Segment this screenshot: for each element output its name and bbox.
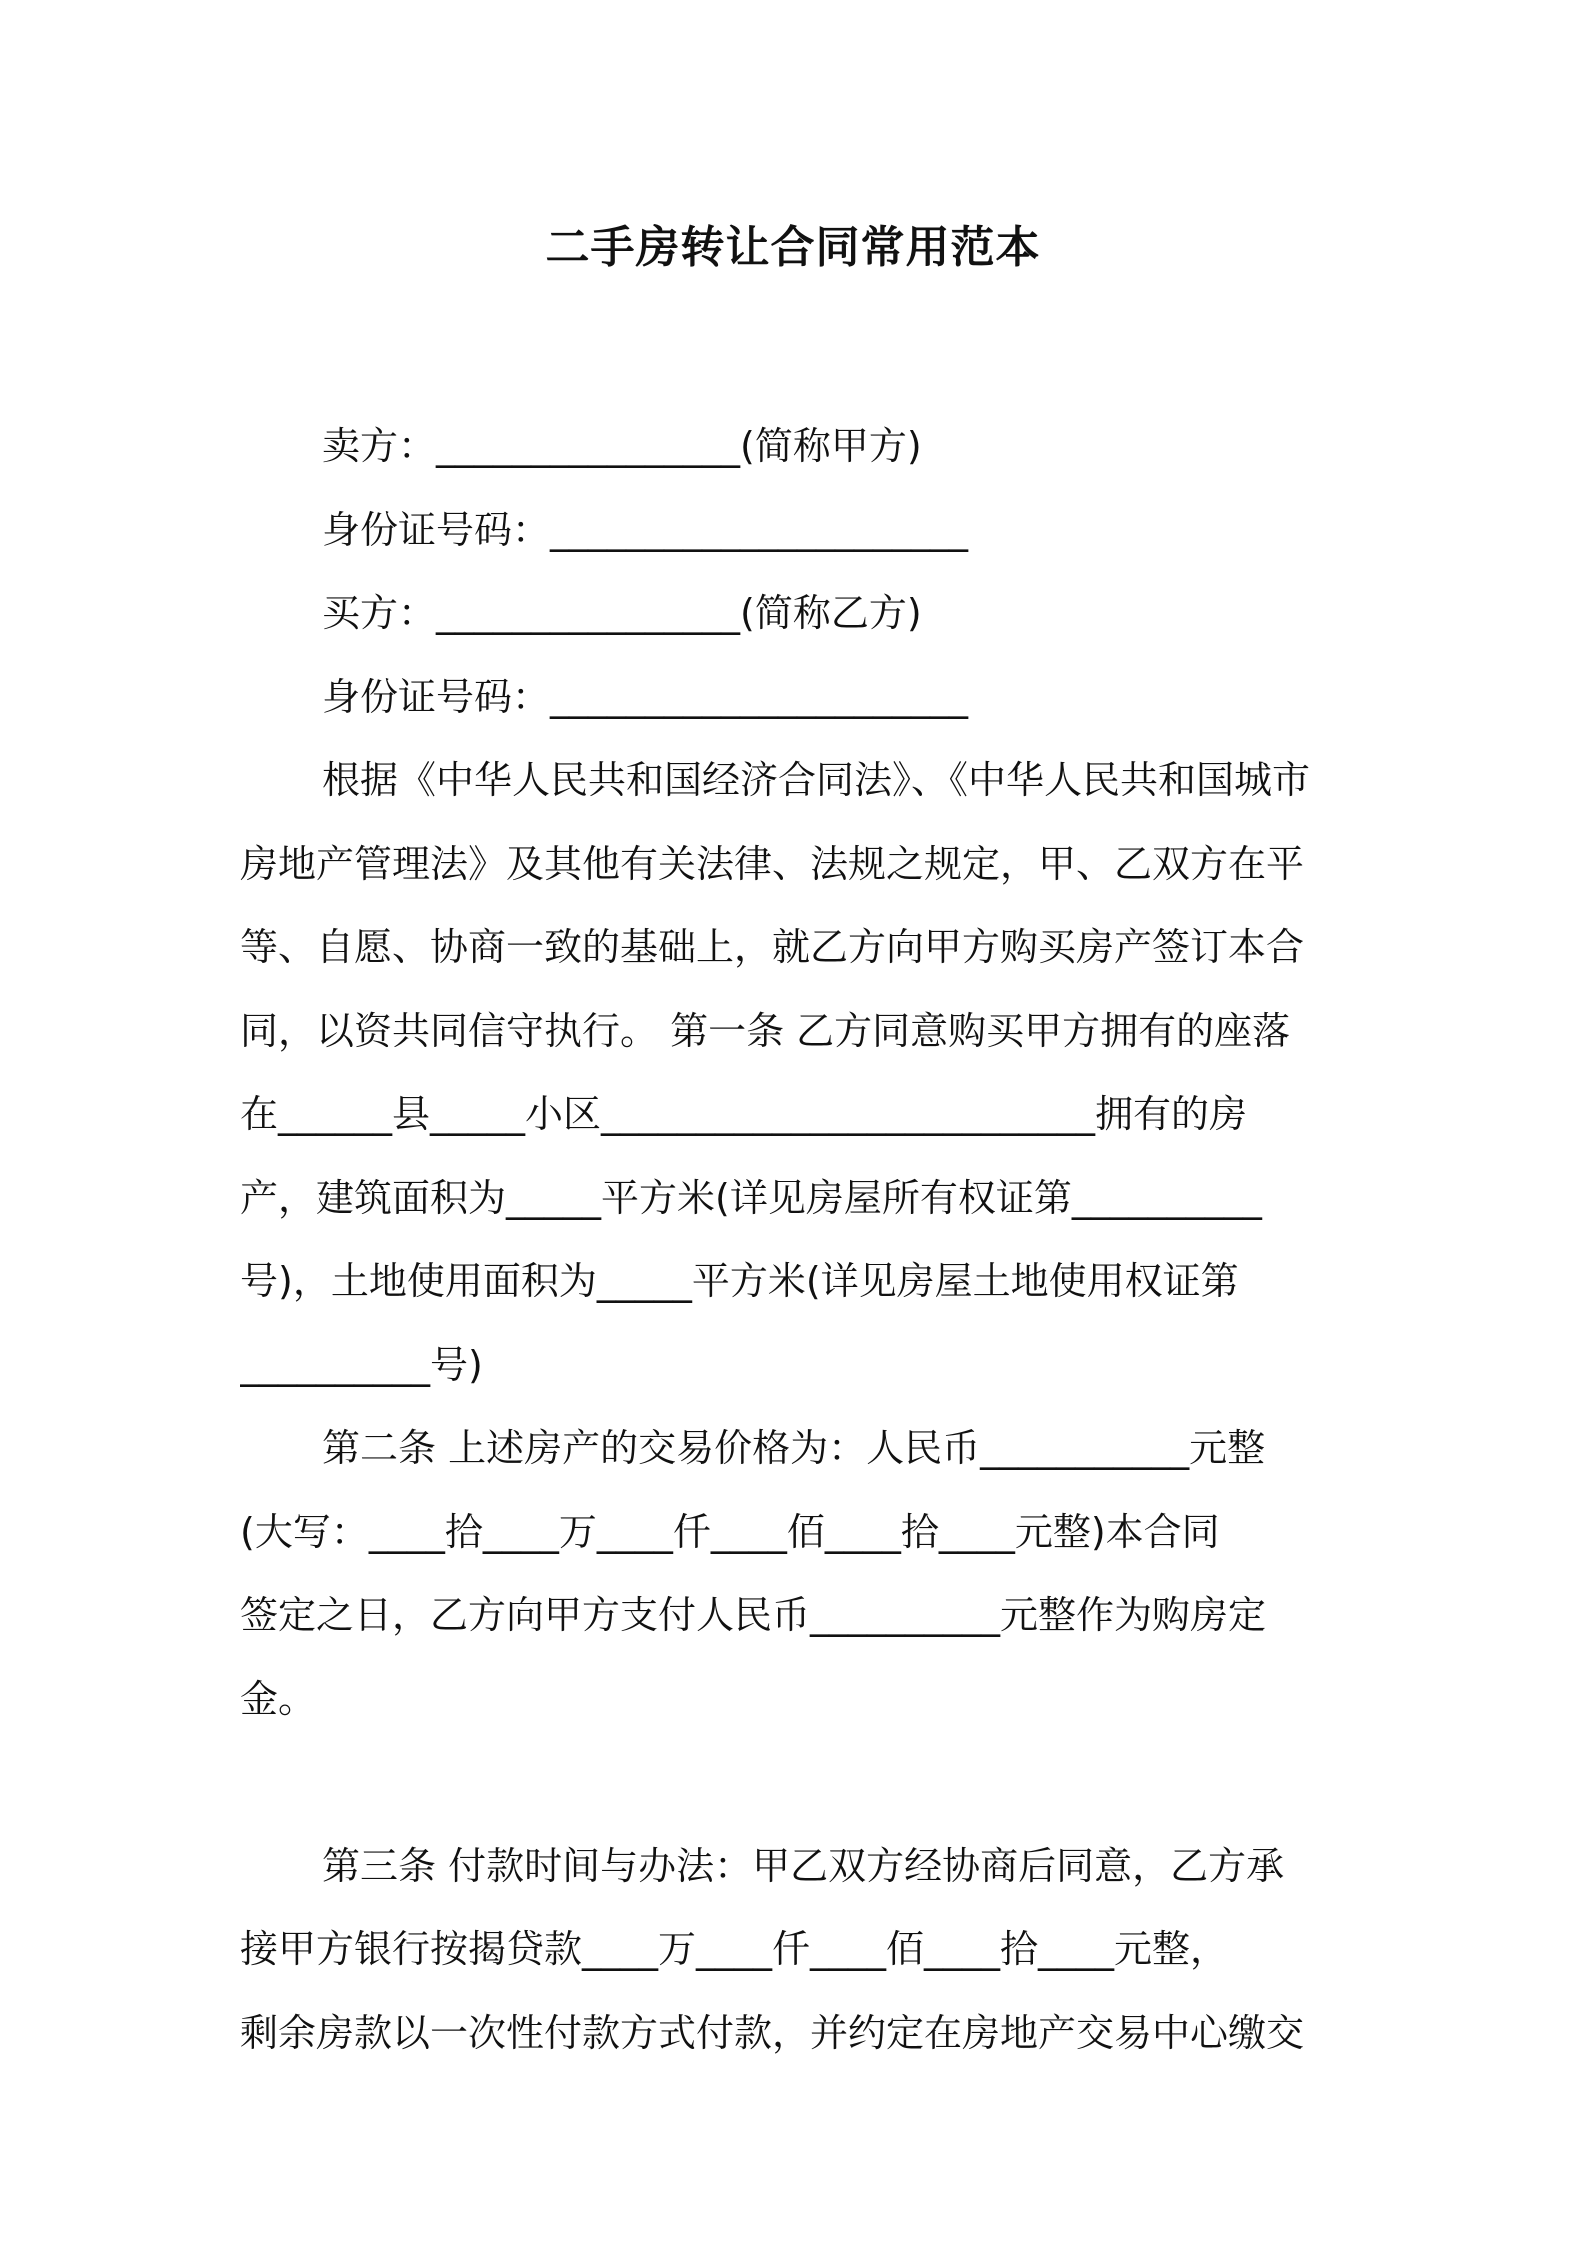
buyer-line: 买方：________________(简称乙方): [322, 591, 922, 635]
paragraph-line: 产，建筑面积为_____平方米(详见房屋所有权证第__________: [240, 1175, 1262, 1220]
document-body: [240, 405, 1350, 2075]
paragraph-line: 同，以资共同信守执行。 第一条 乙方同意购买甲方拥有的座落: [240, 1008, 1291, 1053]
buyer-id-line: 身份证号码：______________________: [322, 674, 969, 719]
paragraph-line: __________号): [240, 1342, 483, 1387]
paragraph-line: 号)，土地使用面积为_____平方米(详见房屋土地使用权证第: [240, 1259, 1239, 1303]
paragraph-line: 在______县_____小区__________________________拥有的房: [240, 1092, 1248, 1136]
paragraph-spacer: [240, 1741, 1350, 1825]
paragraph-line: 根据《中华人民共和国经济合同法》、《中华人民共和国城市: [322, 758, 1311, 802]
seller-id-line: 身份证号码：______________________: [322, 507, 969, 552]
paragraph-line: 等、自愿、协商一致的基础上，就乙方向甲方购买房产签订本合: [240, 925, 1305, 969]
paragraph-line: (大写：____拾____万____仟____佰____拾____元整)本合同: [240, 1509, 1220, 1554]
document-title: 二手房转让合同常用范本: [545, 222, 1041, 273]
article-three-line: 第三条 付款时间与办法：甲乙双方经协商后同意，乙方承: [322, 1843, 1285, 1888]
paragraph-line: 签定之日，乙方向甲方支付人民币__________元整作为购房定: [240, 1593, 1267, 1637]
paragraph-line: 金。: [240, 1676, 317, 1721]
paragraph-line: 房地产管理法》及其他有关法律、法规之规定，甲、乙双方在平: [240, 841, 1305, 886]
paragraph-line: 接甲方银行按揭贷款____万____仟____佰____拾____元整，: [240, 1927, 1229, 1971]
seller-line: 卖方：________________(简称甲方): [322, 424, 922, 468]
paragraph-line: 剩余房款以一次性付款方式付款，并约定在房地产交易中心缴交: [240, 2010, 1305, 2055]
article-two-line: 第二条 上述房产的交易价格为：人民币___________元整: [322, 1426, 1266, 1470]
